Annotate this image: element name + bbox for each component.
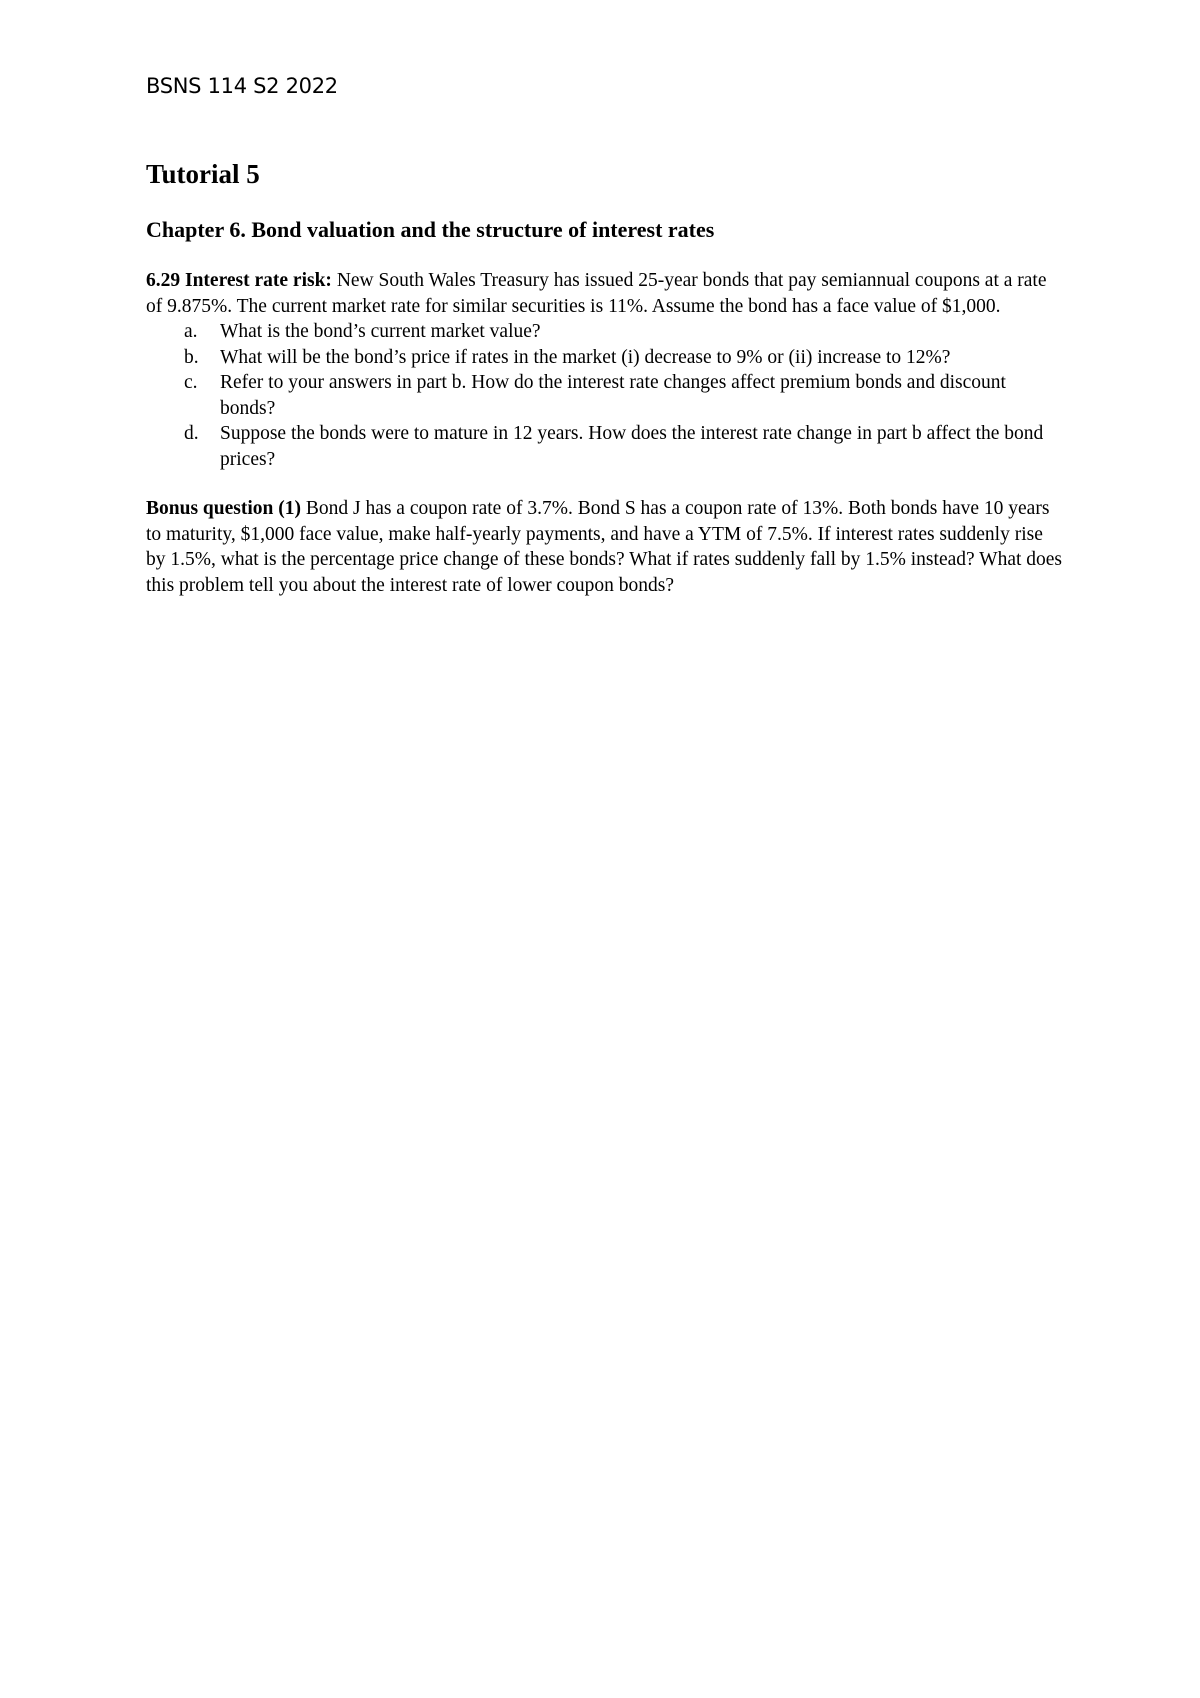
- question-6-29: [146, 268, 1066, 319]
- question-6-29-text: New South Wales Treasury has issued 25-year bonds that pay semiannual coupons at a rate of 9.875%. The current market rate for similar securities is 11%. Assume the bond has a face value of $1,000.: [146, 270, 1047, 317]
- tutorial-title: Tutorial 5: [146, 159, 260, 189]
- course-code-header: BSNS 114 S2 2022: [146, 74, 338, 98]
- part-letter: a.: [184, 321, 198, 342]
- bonus-question: [146, 496, 1066, 598]
- question-part-c: [146, 370, 1066, 421]
- document-content: [146, 72, 1066, 598]
- part-text: What will be the bond’s price if rates in the market (i) decrease to 9% or (ii) increase to 12%?: [220, 346, 951, 368]
- part-letter: d.: [184, 423, 199, 444]
- part-letter: b.: [184, 346, 199, 368]
- part-text: Refer to your answers in part b. How do the interest rate changes affect premium bonds and discount bonds?: [220, 372, 1006, 419]
- question-part-a: [146, 319, 1066, 345]
- bonus-question-text: Bond J has a coupon rate of 3.7%. Bond S has a coupon rate of 13%. Both bonds have 10 years to maturity, $1,000 face value, make half-yearly payments, and have a YTM of 7.5%. If interest rates suddenly rise by 1.5%, what is the percentage price change of these bonds? What if rates suddenly fall by 1.5% instead? What does this problem tell you about the interest rate of lower coupon bonds?: [146, 498, 1063, 596]
- part-letter: c.: [184, 372, 198, 393]
- bonus-question-label: Bonus question (1): [146, 498, 301, 519]
- question-6-29-parts: [146, 319, 1066, 472]
- question-part-b: [146, 345, 1066, 371]
- part-text: What is the bond’s current market value?: [220, 321, 541, 342]
- question-part-d: [146, 421, 1066, 472]
- question-6-29-label: 6.29 Interest rate risk:: [146, 270, 332, 291]
- part-text: Suppose the bonds were to mature in 12 years. How does the interest rate change in part b affect the bond prices?: [220, 423, 1044, 470]
- chapter-heading: Chapter 6. Bond valuation and the structure of interest rates: [146, 217, 715, 242]
